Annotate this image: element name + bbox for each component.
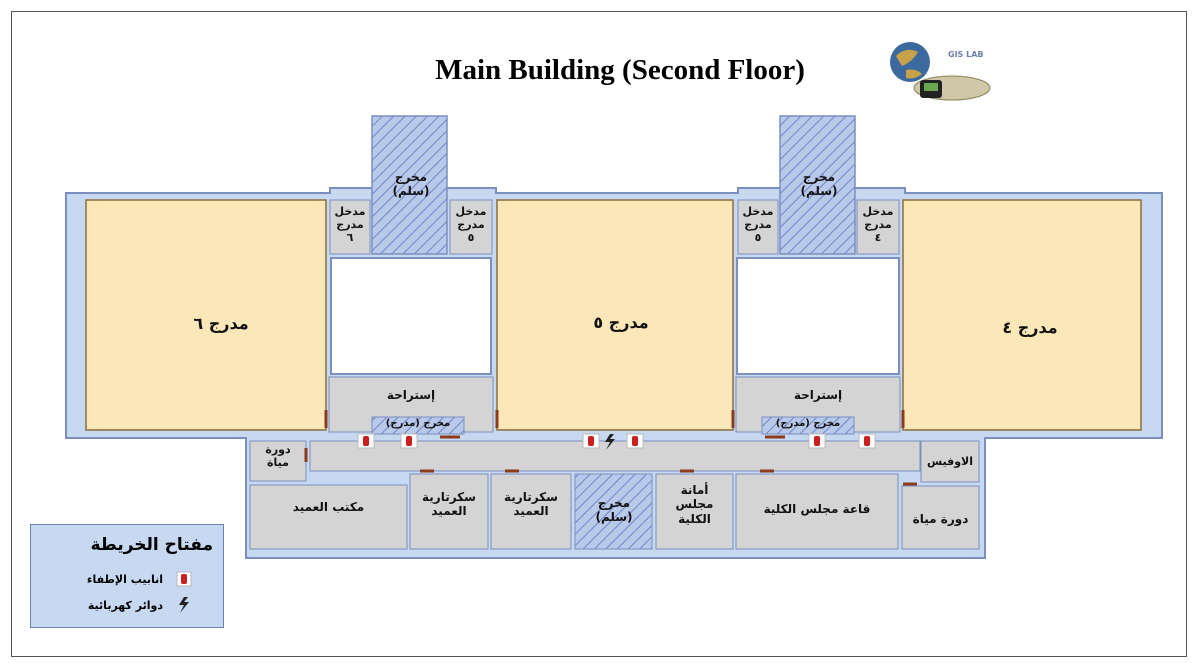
fire-extinguisher-icon xyxy=(177,572,191,586)
logo-text: GIS LAB xyxy=(948,50,984,59)
exit-stairs-right-label: مخرج (سلم) xyxy=(800,170,838,199)
council-secretariat-label: أمانة مجلس الكلية xyxy=(675,483,714,526)
hall-exit-left-label: مخرج (مدرج) xyxy=(385,418,451,429)
wc-left-label: دورة مياة xyxy=(265,443,291,470)
hall-exit-right-label: مخرج (مدرج) xyxy=(775,418,841,429)
legend-item-label: انابيب الإطفاء xyxy=(86,573,163,586)
entrance-hall-4-label: مدخل مدرج ٤ xyxy=(862,205,894,245)
dean-office-room xyxy=(250,485,407,549)
dean-secretary-1-label: سكرتارية العميد xyxy=(422,490,476,519)
entrance-hall-5-right-label: مدخل مدرج ٥ xyxy=(742,205,774,245)
entrance-hall-5-left-label: مدخل مدرج ٥ xyxy=(455,205,487,245)
exit-stairs-bottom-label: مخرج (سلم) xyxy=(595,496,633,525)
dean-office-label: مكتب العميد xyxy=(292,500,365,514)
courtyard-left xyxy=(331,258,491,374)
hall-5-label: مدرج ٥ xyxy=(593,313,649,332)
map-legend xyxy=(30,524,224,628)
exit-stairs-left-label: مخرج (سلم) xyxy=(392,170,430,199)
rest-area-right-label: إستراحة xyxy=(793,388,843,402)
dean-secretary-2-label: سكرتارية العميد xyxy=(504,490,558,519)
gis-lab-logo xyxy=(882,40,992,106)
entrance-hall-6-label: مدخل مدرج ٦ xyxy=(334,205,366,245)
map-title: Main Building (Second Floor) xyxy=(435,54,805,86)
council-hall-label: قاعة مجلس الكلية xyxy=(763,502,871,516)
hall-4-label: مدرج ٤ xyxy=(1002,318,1058,337)
legend-item-label: دوائر كهربائية xyxy=(87,599,163,612)
electric-circuit-icon xyxy=(179,597,189,613)
rest-area-left-label: إستراحة xyxy=(386,388,436,402)
wc-right-label: دورة مياة xyxy=(912,512,969,526)
hall-6-label: مدرج ٦ xyxy=(193,314,249,333)
offices-label: الاوفيس xyxy=(926,455,974,468)
legend-title: مفتاح الخريطة xyxy=(90,535,213,555)
courtyard-right xyxy=(737,258,899,374)
hall-4-room xyxy=(903,200,1141,430)
